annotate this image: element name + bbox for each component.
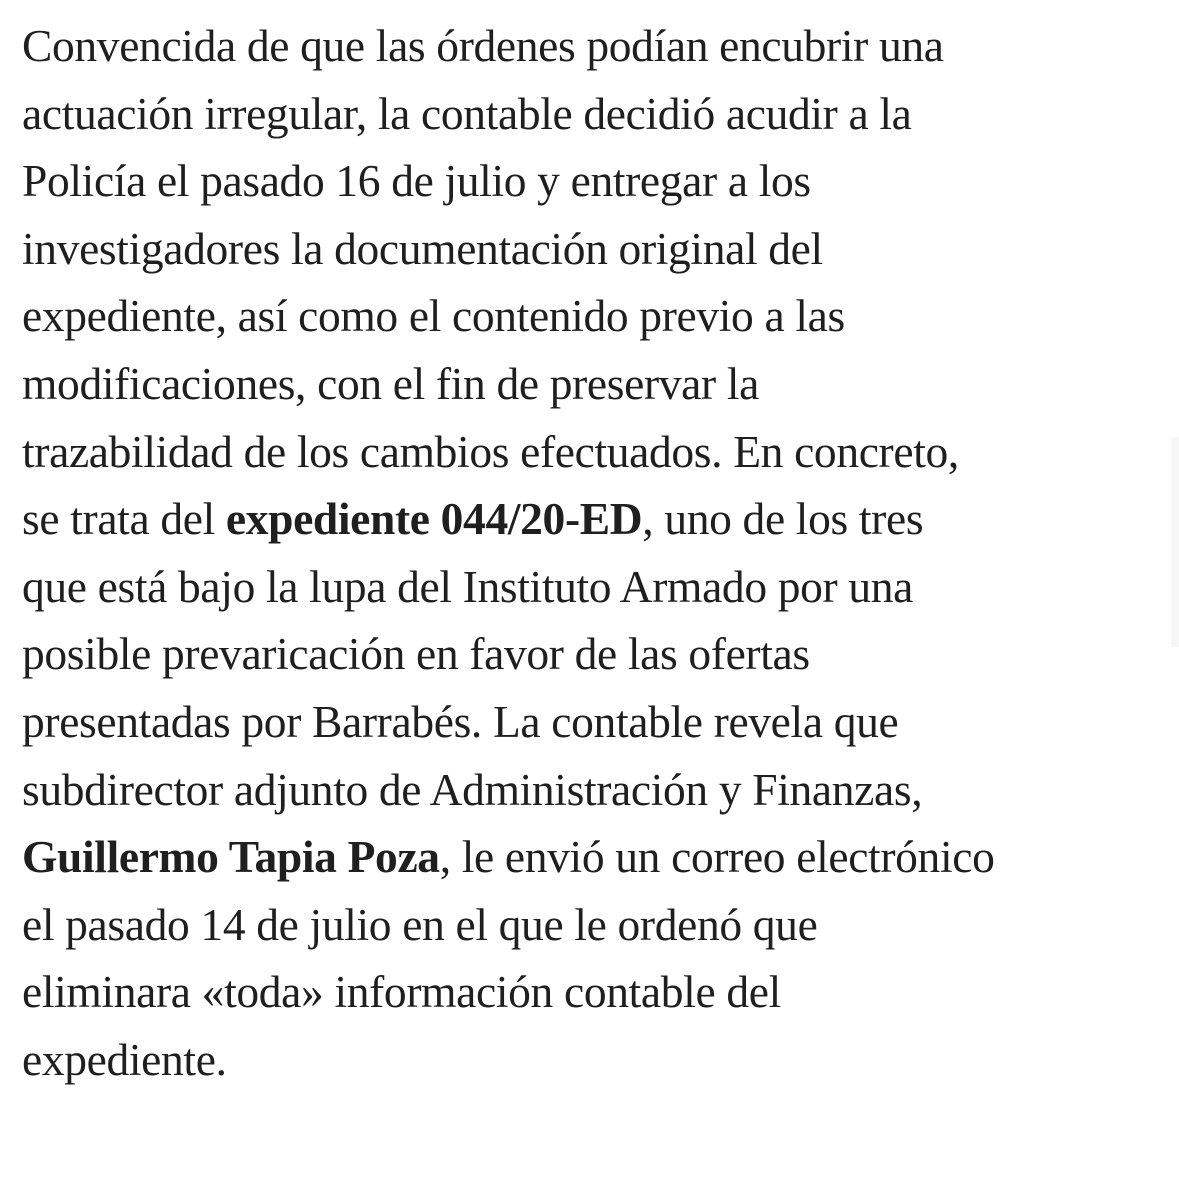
scrollbar-track[interactable]: [1171, 437, 1179, 647]
paragraph-line: presentadas por Barrabés. La contable revela que: [22, 695, 899, 747]
paragraph-line: investigadores la documentación original del: [22, 222, 823, 274]
line-text: se trata del: [22, 493, 226, 545]
paragraph-line: el pasado 14 de julio en el que le ordenó que: [22, 898, 818, 950]
paragraph-line: modificaciones, con el fin de preservar la: [22, 357, 759, 409]
article-body: [22, 12, 1162, 1094]
line-text: , le envió un correo electrónico: [439, 831, 995, 883]
paragraph-line: actuación irregular, la contable decidió acudir a la: [22, 87, 912, 139]
article-paragraph: [22, 12, 1162, 1094]
file-number-highlight: expediente 044/20-ED: [225, 493, 643, 545]
paragraph-line: trazabilidad de los cambios efectuados. En concreto,: [22, 425, 959, 477]
paragraph-line: que está bajo la lupa del Instituto Armado por una: [22, 560, 914, 612]
paragraph-line: [22, 485, 1162, 553]
paragraph-line: eliminara «toda» información contable del: [22, 966, 781, 1018]
paragraph-line: Policía el pasado 16 de julio y entregar a los: [22, 155, 811, 207]
paragraph-line: [22, 823, 1162, 891]
paragraph-line: Convencida de que las órdenes podían encubrir una: [22, 20, 944, 71]
paragraph-line: posible prevaricación en favor de las ofertas: [22, 628, 810, 680]
person-name-highlight: Guillermo Tapia Poza: [22, 831, 440, 883]
line-text: , uno de los tres: [642, 493, 924, 545]
paragraph-line: expediente, así como el contenido previo a las: [22, 290, 845, 342]
paragraph-line: expediente.: [22, 1033, 227, 1085]
paragraph-line: subdirector adjunto de Administración y Finanzas,: [22, 763, 923, 815]
